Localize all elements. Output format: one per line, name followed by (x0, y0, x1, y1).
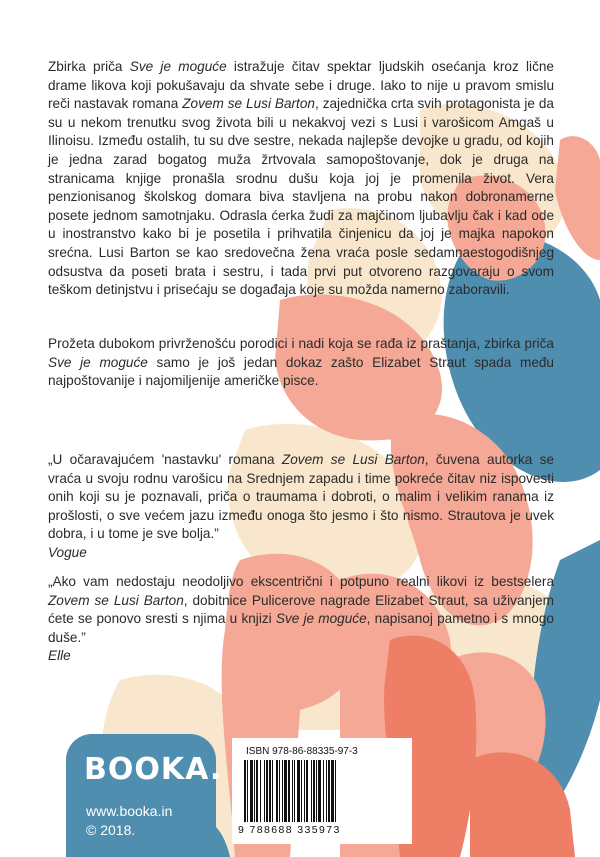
text-span: , čuvena autorka se vraća u svoju rodnu varošicu na Srednjem zapadu i time pokreće čitav niz ispovesti onih koji su je poznavali, priča o traumama i dobroti, o malim i velikim ranama iz prošlosti, o sve većem jazu između onoga što jesmo i što nismo. Strautova je uvek dobra, i u tome je sve bolja.” (48, 452, 555, 542)
barcode-bar (244, 760, 246, 822)
barcode-bar (335, 760, 336, 822)
book-title: Sve je moguće (129, 59, 227, 74)
text-span: , napisanoj pametno i s mnogo duše.” (48, 611, 554, 645)
book-title: Zovem se Lusi Barton (281, 452, 425, 467)
barcode-bar (284, 760, 287, 822)
text-span: Prožeta dubokom privrženošću porodici i nadi koja se rađa iz praštanja, zbirka priča (48, 336, 554, 351)
barcode-bar (276, 760, 278, 822)
barcode-bar (313, 760, 315, 822)
barcode-bar (301, 760, 302, 822)
barcode-bar (250, 760, 253, 822)
barcode-bar (272, 760, 273, 822)
barcode-bar (292, 760, 293, 822)
description-paragraph-1 (48, 58, 554, 300)
barcode-bar (306, 760, 308, 822)
text-span: istražuje čitav spektar ljudskih osećanja kroz lične drame likova koji pokušavaju da shvate sebe i druge. Iako to nije u pravom smislu reči nastavak romana (48, 59, 554, 112)
book-title: Sve je moguće (275, 611, 367, 627)
barcode-bar (256, 760, 258, 822)
quote-source: Elle (48, 648, 71, 664)
barcode-bar (288, 760, 290, 822)
barcode-bar (297, 760, 300, 822)
publisher-badge (66, 734, 223, 857)
barcode-bar (304, 760, 305, 822)
text-span: , zajednička crta svih protagonista je da su u nekom trenutku svog života bili u nekakvoj vezi s Lusi i varošicom Amgaš u Ilinoisu. Između ostalih, tu su dve sestre, nekada najlepše devojke u gradu, od kojih je jedna zarad bogatog muža žrtvovala samopoštovanje, dok je druga na stranicama knjige pronašla srodnu dušu koja joj je promenila život. Vera penzionisanog školskog domara biva stavljena na probu nakon dobronamerne posete jednom samotnjaku. Odrasla ćerka žudi za majčinom ljubavlju čak i kad ode u inostranstvo kako bi je posetila i prihvatila činjenicu da joj je majka napokon srećna. Lusi Barton se kao sredovečna žena vraća posle sedamnaestogodišnjeg odsustva da poseti brata i sestru, i tada prvi put otvoreno razgovaraju o svom teškom detinjstvu i prisećaju se događaja koje su možda namerno zaboravili. (48, 96, 554, 298)
publisher-logo: BOOKA. (84, 752, 223, 787)
barcode-bar (294, 760, 295, 822)
barcode-bar (260, 760, 261, 822)
review-quote-vogue (48, 451, 554, 563)
barcode-bar (247, 760, 248, 822)
barcode-number: 9 788688 335973 (238, 824, 341, 836)
copyright-year: © 2018. (86, 822, 136, 838)
review-quote-elle (48, 573, 554, 666)
barcode-bar (269, 760, 271, 822)
peach-shape (555, 136, 600, 260)
barcode-bar (326, 760, 327, 822)
book-title: Zovem se Lusi Barton (48, 592, 184, 608)
text-span: „Ako vam nedostaju neodoljivo ekscentrični i potpuno realni likovi iz bestselera (48, 574, 554, 589)
book-title: Zovem se Lusi Barton (182, 96, 315, 112)
barcode-bar (331, 760, 334, 822)
publisher-url[interactable]: www.booka.in (86, 803, 173, 819)
text-span: „U očaravajućem 'nastavku' romana (48, 452, 282, 467)
barcode-bar (318, 760, 321, 822)
text-span: samo je još jedan dokaz zašto Elizabet Straut spada među najpoštovanije i najomiljenije američke pisce. (48, 354, 554, 389)
barcode-bar (264, 760, 265, 822)
barcode-bar (282, 760, 283, 822)
barcode-bar (311, 760, 312, 822)
barcode-bar (279, 760, 280, 822)
barcode-bar (328, 760, 330, 822)
barcode-bar (254, 760, 255, 822)
barcode-bar (316, 760, 317, 822)
barcode-bar (323, 760, 324, 822)
text-span: Zbirka priča (48, 59, 130, 74)
book-title: Sve je moguće (48, 354, 148, 370)
description-paragraph-2 (48, 335, 554, 391)
barcode-icon (242, 760, 402, 824)
barcode-panel (232, 738, 412, 844)
barcode-bar (266, 760, 268, 822)
text-span: , dobitnice Pulicerove nagrade Elizabet Straut, sa uživanjem ćete se ponovo sresti s njima u knjizi (48, 592, 554, 627)
isbn-label: ISBN 978-86-88335-97-3 (246, 746, 358, 757)
quote-source: Vogue (48, 544, 87, 560)
